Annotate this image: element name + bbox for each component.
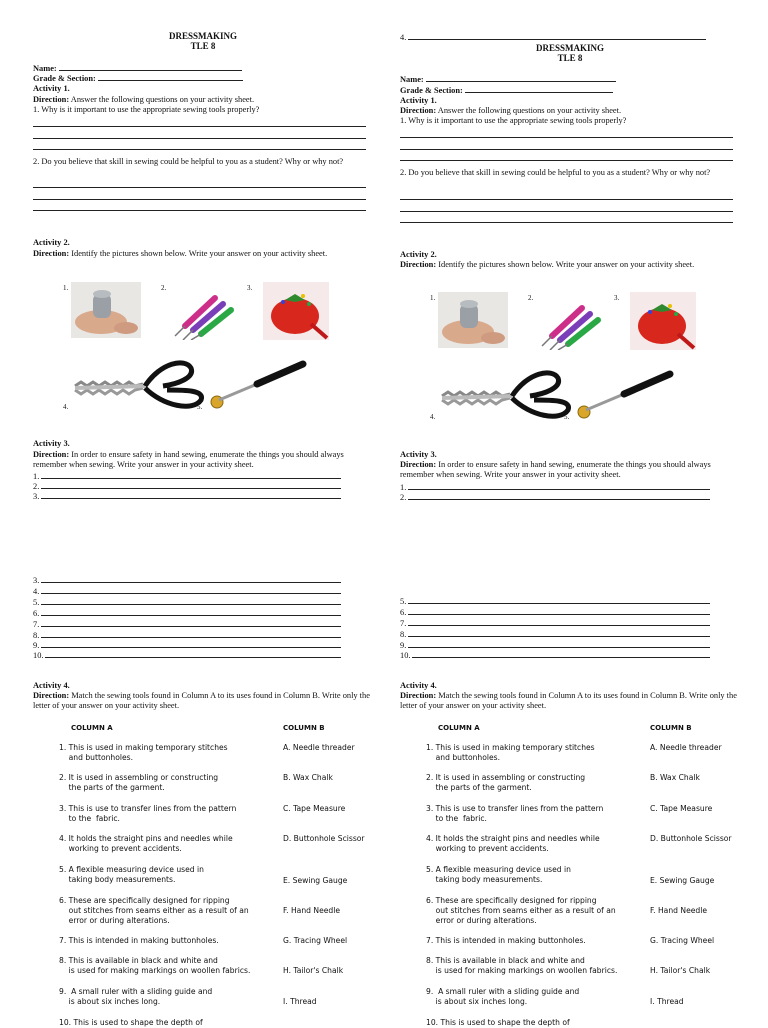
column-b-item: A. Needle threader — [650, 743, 722, 752]
answer-line: 4. — [33, 586, 341, 597]
column-a-item: 5. A flexible measuring device used in taking body measurements. — [426, 865, 571, 884]
column-b-item: C. Tape Measure — [650, 804, 713, 813]
column-a-item: 3. This is use to transfer lines from the pattern to the fabric. — [426, 804, 604, 823]
column-a-item: 3. This is use to transfer lines from the pattern to the fabric. — [59, 804, 237, 823]
column-a-item: 6. These are specifically designed for ripping out stitches from seams either as a result of an error or during alterations. — [59, 896, 249, 925]
answer-line: 8. — [33, 630, 341, 641]
activity4-title: Activity 4. — [400, 681, 437, 690]
question-1: 1. Why is it important to use the appropriate sewing tools properly? — [33, 105, 260, 114]
question-2: 2. Do you believe that skill in sewing could be helpful to you as a student? Why or why not? — [400, 168, 711, 177]
activity4-direction: Direction: Match the sewing tools found in Column A to its uses found in Column B. Write only the letter of your answer on your activity sheet. — [400, 691, 737, 710]
answer-line: 7. — [33, 619, 341, 630]
pin-cushion-image — [263, 282, 329, 340]
answer-line: 1. — [400, 482, 710, 493]
column-b-item: F. Hand Needle — [283, 906, 341, 915]
column-b-header: COLUMN B — [650, 724, 692, 732]
answer-line: 2. — [400, 492, 710, 503]
pic-label-5: 5. — [564, 413, 570, 421]
pic-label-4: 4. — [430, 413, 436, 421]
activity4-direction: Direction: Match the sewing tools found in Column A to its uses found in Column B. Write only the letter of your answer on your activity sheet. — [33, 691, 370, 710]
answer-line: 2. — [33, 481, 341, 492]
column-b-item: I. Thread — [283, 997, 317, 1006]
column-a-item: 5. A flexible measuring device used in taking body measurements. — [59, 865, 204, 884]
answer-line: 9. — [33, 640, 341, 651]
activity2-direction: Direction: Identify the pictures shown below. Write your answer on your activity sheet. — [33, 249, 328, 258]
question-2: 2. Do you believe that skill in sewing could be helpful to you as a student? Why or why not? — [33, 157, 344, 166]
activity1-title: Activity 1. — [33, 84, 70, 93]
column-a-item: 1. This is used in making temporary stitches and buttonholes. — [59, 743, 228, 762]
pic-label-4: 4. — [63, 403, 69, 411]
doc-title: DRESSMAKING — [535, 43, 604, 53]
pinking-shears-image — [440, 366, 572, 422]
column-a-item: 2. It is used in assembling or constructing the parts of the garment. — [426, 773, 586, 792]
column-a-item: 7. This is intended in making buttonholes. — [426, 936, 586, 945]
answer-line: 7. — [400, 618, 710, 629]
activity2-direction: Direction: Identify the pictures shown below. Write your answer on your activity sheet. — [400, 260, 695, 269]
answer-line: 1. — [33, 471, 341, 482]
answer-line: 9. — [400, 640, 710, 651]
seam-ripper-image — [167, 284, 237, 340]
answer-line: 3. — [33, 491, 341, 502]
pic-label-3: 3. — [247, 284, 253, 292]
right-worksheet — [400, 0, 740, 1027]
pic-label-1: 1. — [63, 284, 69, 292]
thimble-image — [438, 292, 508, 348]
column-a-item: 2. It is used in assembling or constructing the parts of the garment. — [59, 773, 219, 792]
column-b-item: A. Needle threader — [283, 743, 355, 752]
column-a-item: 9. A small ruler with a sliding guide and is about six inches long. — [426, 987, 580, 1006]
tracing-wheel-image — [576, 370, 676, 420]
column-a-item: 9. A small ruler with a sliding guide and is about six inches long. — [59, 987, 213, 1006]
name-field: Name: — [33, 63, 242, 74]
doc-title: DRESSMAKING — [168, 31, 237, 41]
column-a-header: COLUMN A — [71, 724, 113, 732]
column-a-item: 4. It holds the straight pins and needles while working to prevent accidents. — [426, 834, 600, 853]
column-a-item: 4. It holds the straight pins and needles while working to prevent accidents. — [59, 834, 233, 853]
column-a-item: 6. These are specifically designed for ripping out stitches from seams either as a result of an error or during alterations. — [426, 896, 616, 925]
pic-label-3: 3. — [614, 294, 620, 302]
doc-subtitle: TLE 8 — [190, 41, 216, 51]
pinking-shears-image — [73, 356, 205, 412]
column-a-item: 8. This is available in black and white and is used for making markings on woollen fabrics. — [59, 956, 251, 975]
seam-ripper-image — [534, 294, 604, 350]
activity3-title: Activity 3. — [400, 450, 437, 459]
pic-label-1: 1. — [430, 294, 436, 302]
thimble-image — [71, 282, 141, 338]
column-b-header: COLUMN B — [283, 724, 325, 732]
column-b-item: B. Wax Chalk — [283, 773, 333, 782]
column-b-item: B. Wax Chalk — [650, 773, 700, 782]
activity1-direction: Direction: Answer the following questions on your activity sheet. — [400, 106, 622, 115]
answer-line: 6. — [33, 608, 341, 619]
activity2-title: Activity 2. — [400, 250, 437, 259]
column-b-item: D. Buttonhole Scissor — [650, 834, 732, 843]
tracing-wheel-image — [209, 360, 309, 410]
name-field: Name: — [400, 74, 616, 85]
activity3-direction: Direction: In order to ensure safety in hand sewing, enumerate the things you should always remember when sewing. Write your answer in your activity sheet. — [400, 460, 711, 479]
column-b-item: E. Sewing Gauge — [283, 876, 348, 885]
column-b-item: H. Tailor's Chalk — [650, 966, 711, 975]
answer-line: 10. — [33, 650, 341, 661]
answer-line: 6. — [400, 607, 710, 618]
left-worksheet — [33, 0, 373, 1027]
answer-line: 10. — [400, 650, 710, 661]
activity4-title: Activity 4. — [33, 681, 70, 690]
pic-label-2: 2. — [528, 294, 534, 302]
question-1: 1. Why is it important to use the appropriate sewing tools properly? — [400, 116, 627, 125]
column-a-item: 7. This is intended in making buttonholes. — [59, 936, 219, 945]
activity1-title: Activity 1. — [400, 96, 437, 105]
column-b-item: E. Sewing Gauge — [650, 876, 715, 885]
answer-line: 5. — [33, 597, 341, 608]
pin-cushion-image — [630, 292, 696, 350]
activity3-direction: Direction: In order to ensure safety in hand sewing, enumerate the things you should always remember when sewing. Write your answer in your activity sheet. — [33, 450, 344, 469]
activity3-title: Activity 3. — [33, 439, 70, 448]
answer-line: 8. — [400, 629, 710, 640]
column-b-item: G. Tracing Wheel — [283, 936, 348, 945]
grade-field: Grade & Section: — [33, 73, 243, 84]
column-a-item: 10. This is used to shape the depth of — [426, 1018, 570, 1027]
column-b-item: C. Tape Measure — [283, 804, 346, 813]
pic-label-2: 2. — [161, 284, 167, 292]
column-b-item: I. Thread — [650, 997, 684, 1006]
column-a-item: 8. This is available in black and white and is used for making markings on woollen fabrics. — [426, 956, 618, 975]
column-a-item: 10. This is used to shape the depth of — [59, 1018, 203, 1027]
answer-line: 5. — [400, 596, 710, 607]
column-b-item: H. Tailor's Chalk — [283, 966, 344, 975]
activity1-direction: Direction: Answer the following questions on your activity sheet. — [33, 95, 255, 104]
doc-subtitle: TLE 8 — [557, 53, 583, 63]
answer-line: 4. — [400, 32, 706, 43]
pic-label-5: 5. — [197, 403, 203, 411]
activity2-title: Activity 2. — [33, 238, 70, 247]
column-b-item: G. Tracing Wheel — [650, 936, 715, 945]
column-a-header: COLUMN A — [438, 724, 480, 732]
answer-line: 3. — [33, 575, 341, 586]
grade-field: Grade & Section: — [400, 85, 613, 96]
column-b-item: F. Hand Needle — [650, 906, 708, 915]
column-a-item: 1. This is used in making temporary stitches and buttonholes. — [426, 743, 595, 762]
column-b-item: D. Buttonhole Scissor — [283, 834, 365, 843]
